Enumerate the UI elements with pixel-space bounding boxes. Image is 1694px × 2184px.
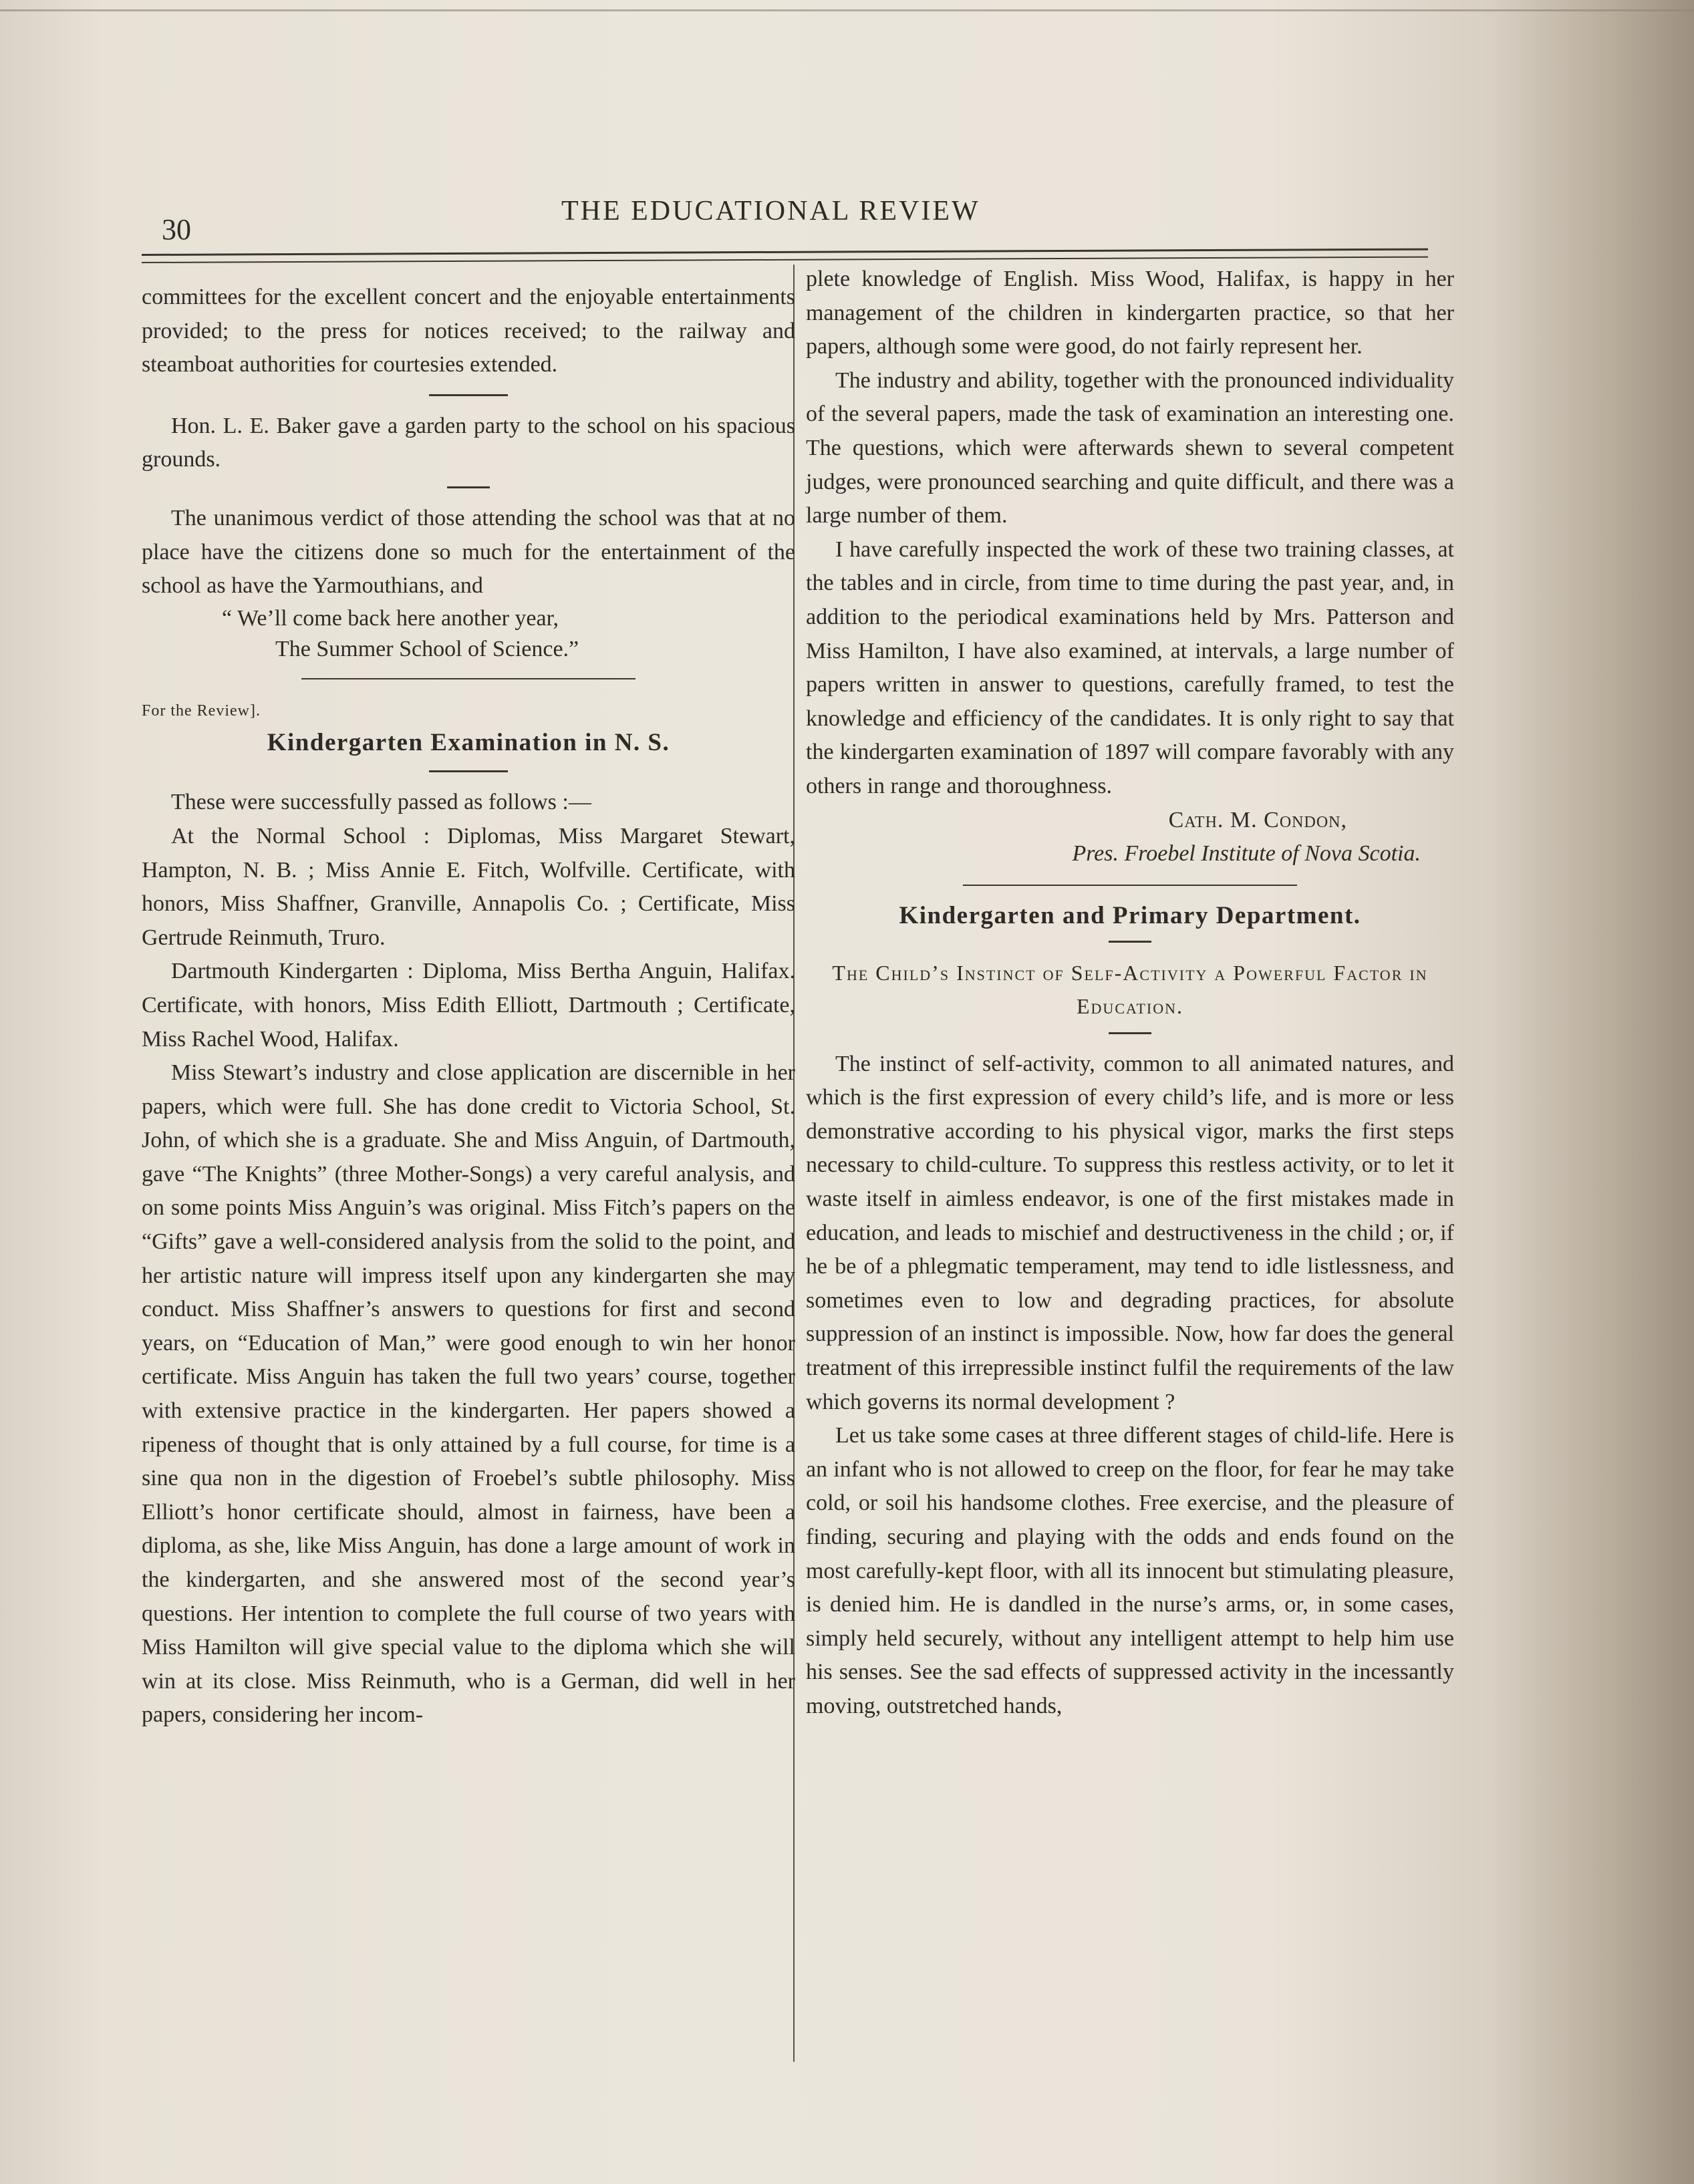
source-note: For the Review]. bbox=[142, 701, 261, 720]
separator-rule bbox=[429, 394, 508, 396]
separator-rule bbox=[1109, 941, 1151, 943]
poem-quote bbox=[142, 603, 795, 665]
poem-line: “ We’ll come back here another year, bbox=[222, 605, 559, 631]
paragraph: These were successfully passed as follows :— bbox=[171, 790, 591, 815]
paragraph: The unanimous verdict of those attending the school was that at no place have the citizens done so much for the entertainment of the school as have the Yarmouthians, and bbox=[142, 505, 795, 599]
top-edge-line bbox=[0, 9, 1694, 11]
paragraph: Let us take some cases at three different stages of child-life. Here is an infant who is not allowed to creep on the floor, for fear he may take cold, or soil his handsome clothes. Free exercise, and the pleasure of finding, securing and playing with the odds and ends found on the most carefully-kept floor, with all its innocent but stimulating pleasure, is denied him. He is dandled in the nurse’s arms, or, in some cases, simply held securely, without any intelligent attempt to help him use his senses. See the sad effects of suppressed activity in the incessantly moving, outstretched hands, bbox=[806, 1423, 1454, 1718]
paragraph: Dartmouth Kindergarten : Diploma, Miss Bertha Anguin, Halifax. Certificate, with honors, Miss Edith Elliott, Dartmouth ; Certificate, Miss Rachel Wood, Halifax. bbox=[142, 959, 795, 1052]
header-rule-top bbox=[142, 249, 1428, 256]
separator-rule bbox=[963, 885, 1297, 886]
separator-rule bbox=[1109, 1032, 1151, 1034]
section-title: Kindergarten and Primary Department. bbox=[899, 901, 1361, 929]
article-title: Kindergarten Examination in N. S. bbox=[267, 729, 670, 757]
separator-rule bbox=[429, 770, 508, 772]
article-subtitle: The Child’s Instinct of Self-Activity a Powerful Factor in Education. bbox=[832, 960, 1428, 1018]
left-column bbox=[142, 281, 795, 1732]
paragraph: At the Normal School : Diplomas, Miss Margaret Stewart, Hampton, N. B. ; Miss Annie E. Fitch, Wolfville. Certificate, with honors, Miss Shaffner, Granville, Annapolis Co. ; Certificate, Miss Gertrude Reinmuth, Truro. bbox=[142, 823, 795, 950]
separator-rule bbox=[447, 486, 490, 488]
paragraph: The industry and ability, together with the pronounced individuality of the several papers, made the task of examination an interesting one. The questions, which were afterwards shewn to several competent judges, were pronounced searching and quite difficult, and there was a large number of them. bbox=[806, 367, 1454, 528]
signature-title: Pres. Froebel Institute of Nova Scotia. bbox=[1072, 841, 1421, 867]
paragraph: Miss Stewart’s industry and close application are discernible in her papers, which were full. She has done credit to Victoria School, St. John, of which she is a graduate. She and Miss Anguin, of Dartmouth, gave “The Knights” (three Mother-Songs) a very careful analysis, and on some points Miss Anguin’s was original. Miss Fitch’s papers on the “Gifts” gave a well-considered analysis from the solid to the point, and her artistic nature will impress itself upon any kindergarten she may conduct. Miss Shaffner’s answers to questions for first and second years, on “Education of Man,” were good enough to win her honor certificate. Miss Anguin has taken the full two years’ course, together with extensive practice in the kindergarten. Her papers showed a ripeness of thought that is only attained by a full course, for time is a sine qua non in the digestion of Froebel’s subtle philosophy. Miss Elliott’s honor certificate should, almost in fairness, have been a diploma, as she, like Miss Anguin, has done a large amount of work in the kindergarten, and she answered most of the second year’s questions. Her intention to complete the full course of two years with Miss Hamilton will give special value to the diploma which she will win at its close. Miss Reinmuth, who is a German, did well in her papers, considering her incom- bbox=[142, 1060, 795, 1728]
separator-rule bbox=[301, 678, 636, 679]
paragraph: I have carefully inspected the work of these two training classes, at the tables and in circle, from time to time during the past year, and, in addition to the periodical examinations held by Mrs. Patterson and Miss Hamilton, I have also examined, at intervals, a large number of papers written in answer to questions, carefully framed, to test the knowledge and efficiency of the candidates. It is only right to say that the kindergarten examination of 1897 will compare favorably with any others in range and thoroughness. bbox=[806, 536, 1454, 798]
right-column bbox=[806, 263, 1454, 1724]
signature-name: Cath. M. Condon, bbox=[1168, 807, 1347, 832]
page-number: 30 bbox=[162, 213, 191, 246]
paragraph: The instinct of self-activity, common to all animated natures, and which is the first expression of every child’s life, and is more or less demonstrative according to his physical vigor, marks the first steps necessary to child-culture. To suppress this restless activity, or to let it waste itself in aimless endeavor, is one of the first mistakes made in education, and leads to mischief and destructiveness in the child ; or, if he be of a phlegmatic temperament, may tend to idle listlessness, and sometimes even to low and degrading practices, for absolute suppression of an instinct is impossible. Now, how far does the general treatment of this irrepressible instinct fulfil the requirements of the law which governs its normal development ? bbox=[806, 1051, 1454, 1414]
running-title: THE EDUCATIONAL REVIEW bbox=[561, 196, 980, 226]
paragraph: committees for the excellent concert and the enjoyable entertainments provided; to the press for notices received; to the railway and steamboat authorities for courtesies extended. bbox=[142, 285, 795, 377]
poem-line: The Summer School of Science.” bbox=[275, 636, 579, 661]
paragraph: plete knowledge of English. Miss Wood, Halifax, is happy in her management of the children in kindergarten practice, so that her papers, although some were good, do not fairly represent her. bbox=[806, 267, 1454, 359]
paragraph: Hon. L. E. Baker gave a garden party to the school on his spacious grounds. bbox=[142, 413, 795, 472]
